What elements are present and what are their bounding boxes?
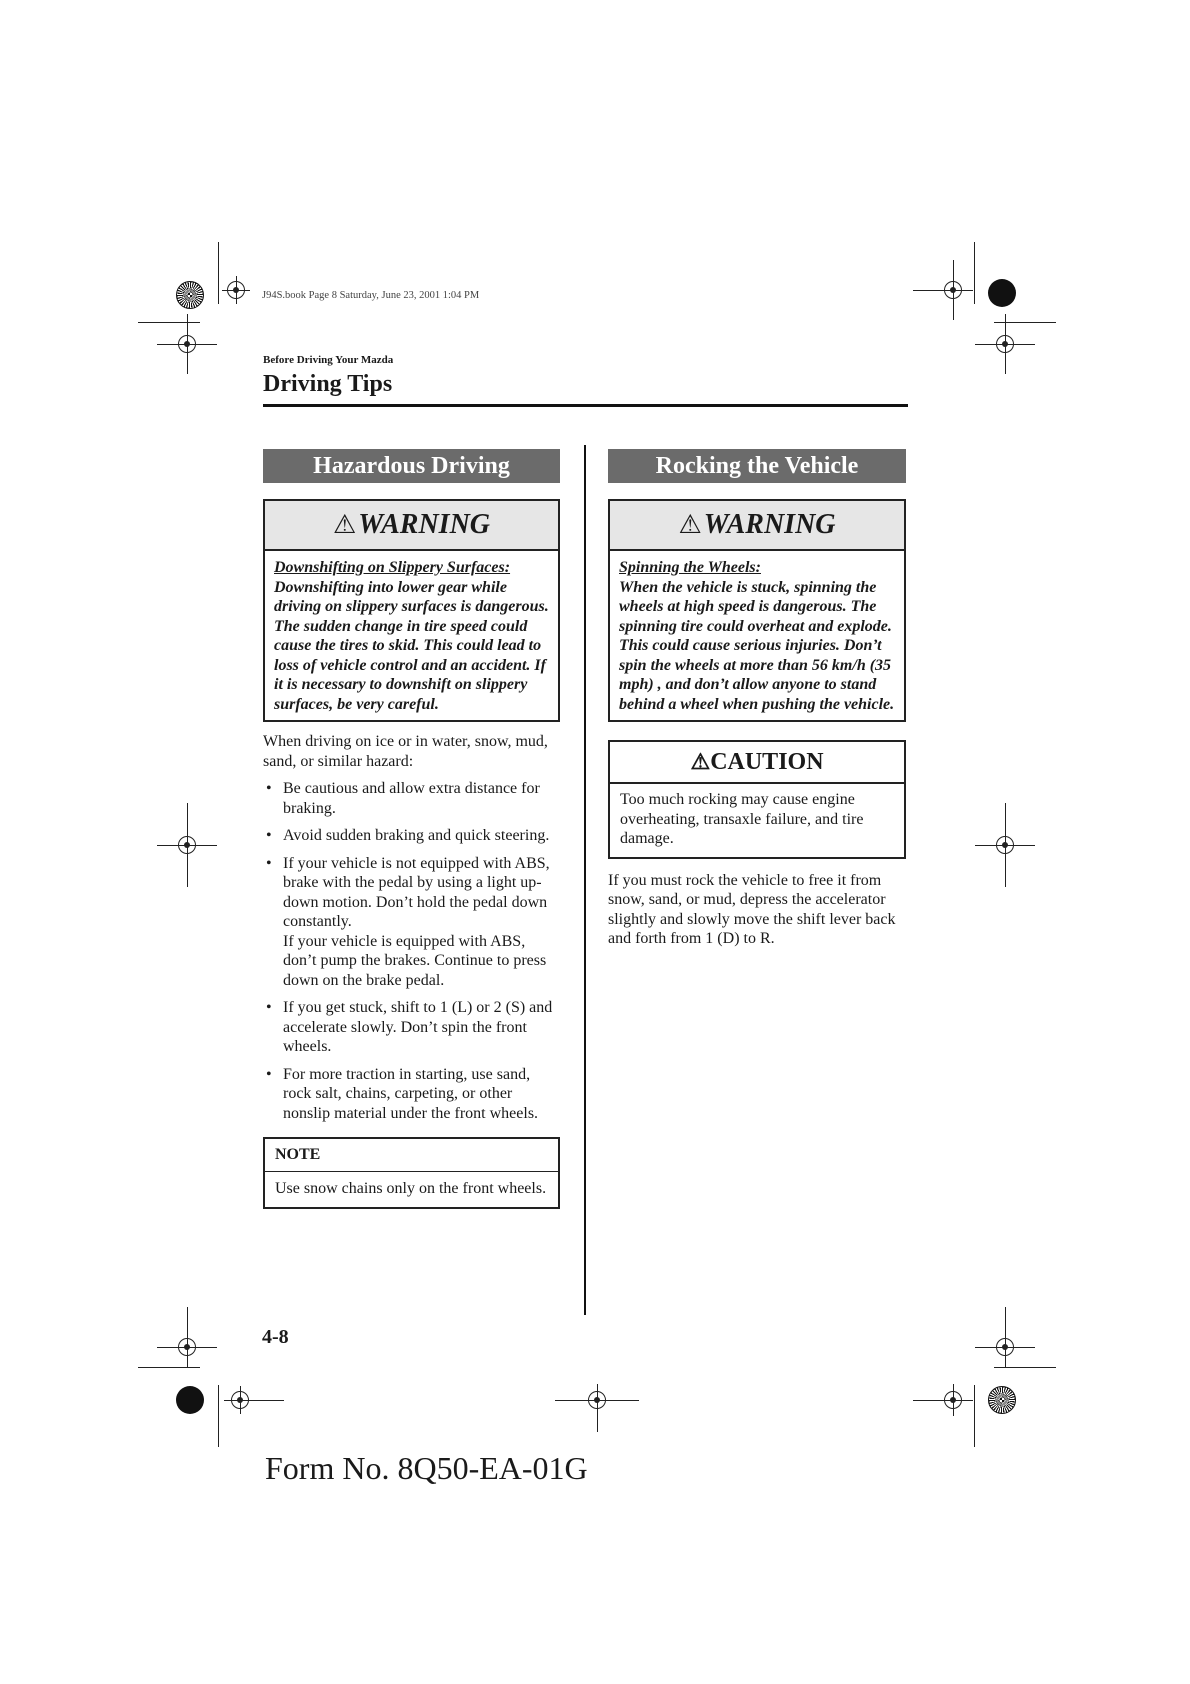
warning-triangle-icon: ⚠ <box>690 749 711 774</box>
caution-header <box>610 742 904 784</box>
right-column <box>608 449 906 949</box>
warning-box <box>263 499 560 722</box>
list-item: • Avoid sudden braking and quick steering. <box>263 826 560 846</box>
color-bar-icon <box>176 281 204 309</box>
list-item: • If you get stuck, shift to 1 (L) or 2 (S) and accelerate slowly. Don’t spin the front wheels. <box>263 998 560 1057</box>
warning-header <box>265 501 558 551</box>
warning-triangle-icon: ⚠ <box>678 510 702 539</box>
warning-body <box>610 551 904 720</box>
color-dot-icon <box>176 1386 204 1414</box>
list-item: • Be cautious and allow extra distance for braking. <box>263 779 560 818</box>
caution-text: Too much rocking may cause engine overheating, transaxle failure, and tire damage. <box>620 791 864 847</box>
warning-subtitle: Downshifting on Slippery Surfaces: <box>274 559 511 576</box>
note-box <box>263 1137 560 1209</box>
section-banner-hazardous-driving: Hazardous Driving <box>263 449 560 483</box>
warning-text: When the vehicle is stuck, spinning the wheels at high speed is dangerous. The spinning tire could overheat and explode. This could cause serious injuries. Don’t spin the wheels at more than 56 km/h (35 mph) , and don’t allow anyone to stand behind a wheel when pushing the vehicle. <box>619 578 895 713</box>
section-label: Before Driving Your Mazda <box>263 354 394 366</box>
color-bar-icon <box>988 1386 1016 1414</box>
warning-title: WARNING <box>703 509 836 540</box>
hazard-tips-list <box>263 779 560 1123</box>
form-number: Form No. 8Q50-EA-01G <box>265 1450 588 1486</box>
caution-box <box>608 740 906 859</box>
page-number: 4-8 <box>262 1326 289 1348</box>
color-dot-icon <box>988 279 1016 307</box>
list-item: • For more traction in starting, use sand, rock salt, chains, carpeting, or other nonslip material under the front wheels. <box>263 1065 560 1124</box>
warning-header <box>610 501 904 551</box>
list-item-continuation: If your vehicle is equipped with ABS, don’t pump the brakes. Continue to press down on the brake pedal. <box>283 932 547 989</box>
note-title: NOTE <box>265 1139 558 1172</box>
warning-subtitle: Spinning the Wheels: <box>619 559 761 576</box>
warning-box <box>608 499 906 722</box>
rocking-paragraph: If you must rock the vehicle to free it from snow, sand, or mud, depress the accelerator slightly and slowly move the shift lever back and forth from 1 (D) to R. <box>608 871 896 947</box>
left-column <box>263 449 560 1209</box>
list-item: • If your vehicle is not equipped with ABS, brake with the pedal by using a light up-down motion. Don’t hold the pedal down constantly. If your vehicle is equipped with ABS, don’t pump the brakes. Continue to press down on the brake pedal. <box>263 854 560 991</box>
warning-body <box>265 551 558 720</box>
intro-paragraph: When driving on ice or in water, snow, mud, sand, or similar hazard: <box>263 733 548 770</box>
page-title: Driving Tips <box>263 371 393 397</box>
column-divider <box>584 445 586 1315</box>
warning-triangle-icon: ⚠ <box>332 510 357 539</box>
section-banner-rocking-vehicle: Rocking the Vehicle <box>608 449 906 483</box>
note-text: Use snow chains only on the front wheels. <box>275 1180 547 1197</box>
title-rule <box>263 404 908 407</box>
warning-text: Downshifting into lower gear while driving on slippery surfaces is dangerous. The sudden change in tire speed could cause the tires to skid. This could lead to loss of vehicle control and an accident. If it is necessary to downshift on slippery surfaces, be very careful. <box>274 578 549 713</box>
warning-title: WARNING <box>358 509 491 540</box>
caution-title: CAUTION <box>710 749 824 775</box>
print-info: J94S.book Page 8 Saturday, June 23, 2001 1:04 PM <box>262 290 480 301</box>
